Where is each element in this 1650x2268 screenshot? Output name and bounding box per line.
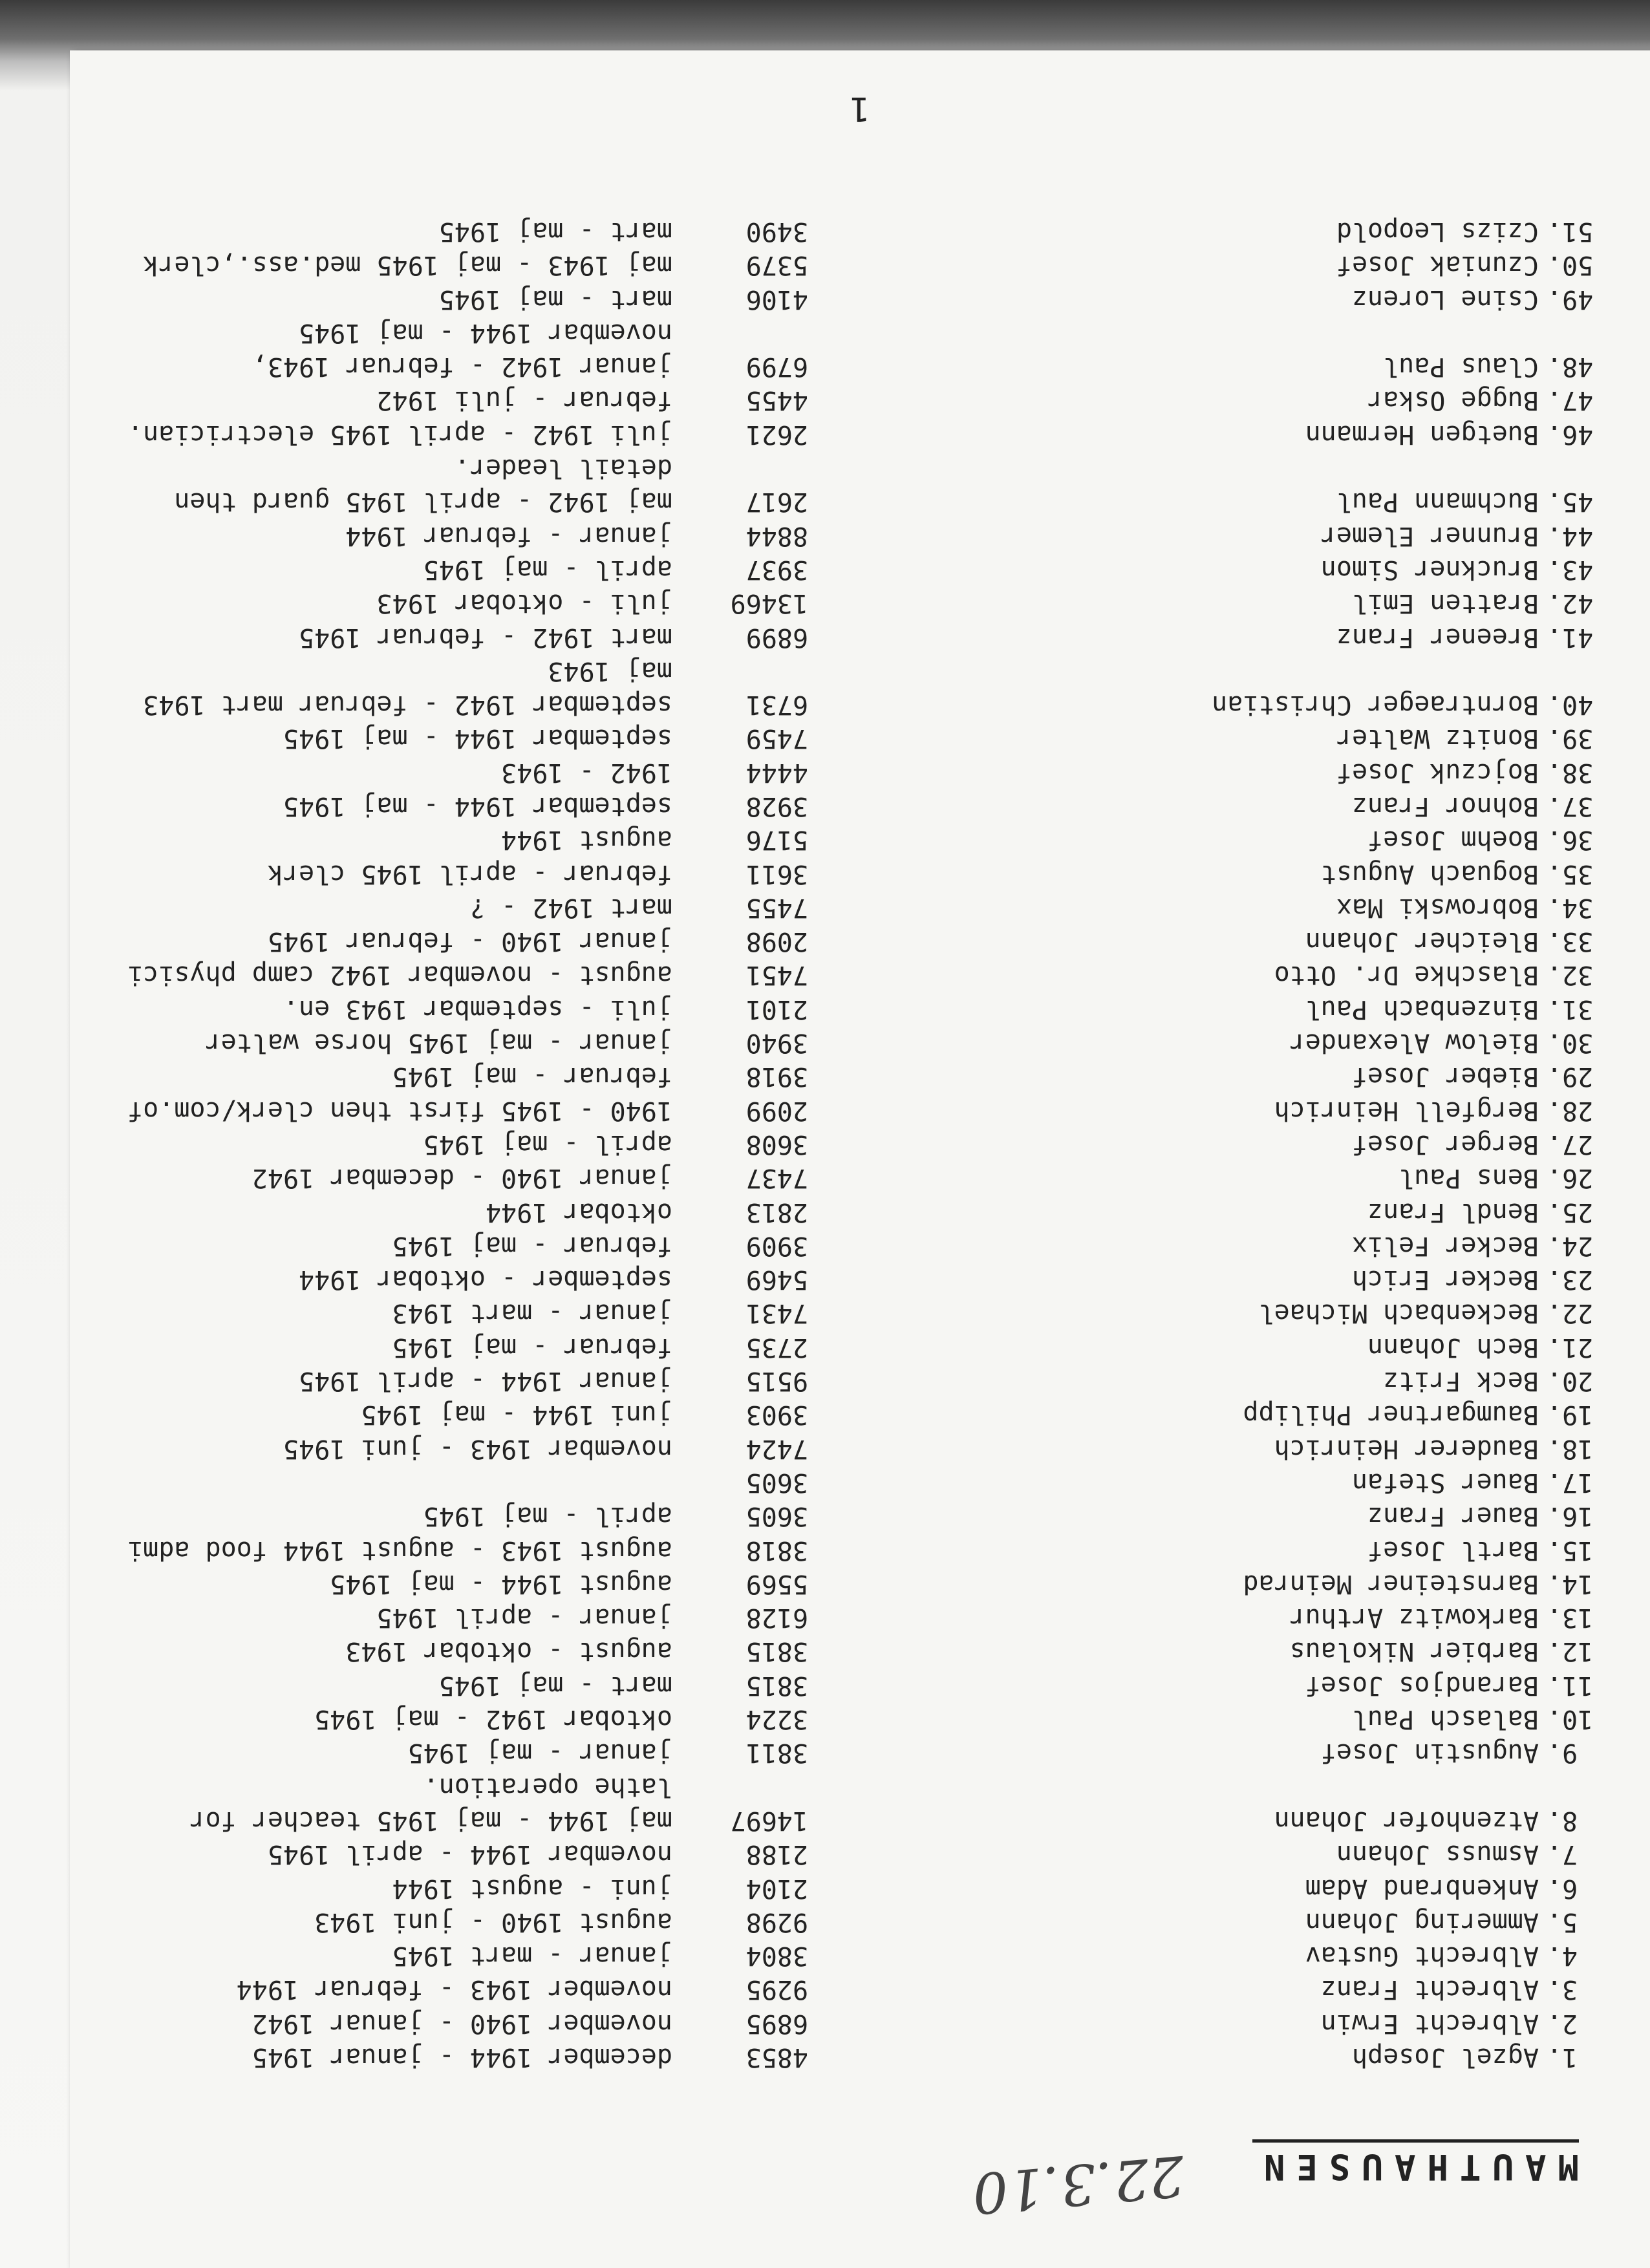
person-name: Bauderer Heinrich	[1274, 1433, 1539, 1464]
handwritten-note: 22.3.10	[970, 2142, 1187, 2226]
list-item	[79, 1973, 1605, 2006]
prisoner-number: 4106	[745, 284, 808, 314]
person-name: Buetgen Hermann	[1305, 419, 1539, 449]
service-period: septembar 1944 - maj 1945	[283, 791, 672, 822]
document-heading: MAUTHAUSEN	[1252, 2139, 1579, 2187]
prisoner-number: 5569	[745, 1568, 808, 1599]
entry-number: 48.	[1547, 352, 1594, 382]
person-name: Asmuss Johann	[1336, 1839, 1539, 1870]
person-name: Czizs Leopold	[1336, 216, 1539, 246]
person-name: Bauer Franz	[1367, 1501, 1539, 1532]
person-name: Csine Lorenz	[1352, 284, 1539, 314]
entry-number: 40.	[1547, 690, 1594, 720]
prisoner-number: 2735	[745, 1332, 808, 1362]
list-item	[79, 586, 1605, 620]
person-name: Beckenbach Michael	[1258, 1298, 1539, 1329]
entry-number: 11.	[1547, 1670, 1594, 1700]
prisoner-number: 14697	[730, 1805, 808, 1835]
service-period: august 1943 - august 1944 food admi	[127, 1535, 672, 1565]
person-name: Barnsteiner Meinrad	[1243, 1568, 1539, 1599]
entry-number: 44.	[1547, 520, 1594, 551]
person-name: Blaschke Dr. Otto	[1274, 960, 1539, 990]
list-item	[79, 1533, 1605, 1567]
entry-number: 10.	[1547, 1704, 1594, 1735]
prisoner-number: 9298	[745, 1907, 808, 1937]
person-name: Albrecht Gustav	[1305, 1941, 1539, 1971]
service-period: april - maj 1945	[423, 1501, 672, 1532]
person-name: Becker Erich	[1352, 1265, 1539, 1295]
list-item	[79, 1229, 1605, 1263]
person-name: Beck Fritz	[1383, 1366, 1539, 1396]
entry-number: 8.	[1547, 1805, 1578, 1835]
list-item	[79, 1398, 1605, 1431]
entry-number: 7.	[1547, 1839, 1578, 1870]
entry-number: 39.	[1547, 723, 1594, 754]
prisoner-number: 6799	[745, 352, 808, 382]
service-period: juli - oktobar 1943	[376, 588, 672, 619]
list-item	[79, 1736, 1605, 1770]
person-name: Bohnor Franz	[1352, 791, 1539, 822]
service-period: mart 1942 - ?	[469, 892, 672, 923]
entry-number: 2.	[1547, 2008, 1578, 2038]
prisoner-number: 7459	[745, 723, 808, 754]
person-name: Bojczuk Josef	[1336, 757, 1539, 787]
list-item	[79, 1330, 1605, 1364]
prisoner-number: 6899	[745, 622, 808, 652]
list-item	[79, 1905, 1605, 1939]
service-period: maj 1944 - maj 1945 teacher for	[189, 1805, 672, 1835]
service-period: august 1944	[501, 825, 672, 855]
entry-number: 23.	[1547, 1265, 1594, 1295]
person-name: Baumgartner Philipp	[1243, 1400, 1539, 1430]
entry-number: 30.	[1547, 1028, 1594, 1058]
prisoner-number: 2813	[745, 1197, 808, 1227]
prisoner-number: 2104	[745, 1873, 808, 1903]
list-item	[79, 1804, 1605, 1837]
service-period: mart - maj 1945	[438, 1670, 672, 1700]
entry-number: 43.	[1547, 554, 1594, 584]
entry-number: 19.	[1547, 1400, 1594, 1430]
prisoner-number: 2621	[745, 419, 808, 449]
person-name: Bugge Oskar	[1367, 385, 1539, 416]
person-name: Bruckner Simon	[1320, 554, 1539, 584]
entry-number: 18.	[1547, 1433, 1594, 1464]
entry-number: 13.	[1547, 1603, 1594, 1633]
entry-number: 24.	[1547, 1230, 1594, 1261]
service-period: december 1944 - januar 1945	[252, 2042, 672, 2072]
entry-number: 50.	[1547, 250, 1594, 281]
prisoner-number: 5379	[745, 250, 808, 281]
entry-number: 1.	[1547, 2042, 1578, 2072]
list-item	[79, 1567, 1605, 1601]
entry-number: 20.	[1547, 1366, 1594, 1396]
prisoner-number: 7455	[745, 892, 808, 923]
service-period: januar - februar 1944	[345, 520, 672, 551]
prisoner-number: 4444	[745, 757, 808, 787]
person-name: Bleicher Johann	[1305, 926, 1539, 957]
service-period: maj 1943	[548, 656, 672, 686]
list-item	[79, 1128, 1605, 1161]
service-period: mart 1942 - februar 1945	[299, 622, 672, 652]
prisoner-number: 3937	[745, 554, 808, 584]
service-period: maj 1942 - april 1945 guard then	[174, 487, 672, 517]
list-item	[79, 1364, 1605, 1398]
prisoner-number: 3815	[745, 1636, 808, 1667]
person-name: Borntraeger Christian	[1212, 690, 1539, 720]
list-item	[79, 215, 1605, 248]
service-period: januar 1940 - februar 1945	[267, 926, 672, 957]
entry-number: 6.	[1547, 1873, 1578, 1903]
list-item	[79, 1770, 1605, 1803]
entry-number: 22.	[1547, 1298, 1594, 1329]
list-item	[79, 1296, 1605, 1330]
service-period: juli 1942 - april 1945 electrician.	[127, 419, 672, 449]
service-period: august - oktobar 1943	[345, 1636, 672, 1667]
page-number: 1	[850, 89, 870, 128]
list-item	[79, 1668, 1605, 1702]
list-item	[79, 485, 1605, 519]
prisoner-number: 3811	[745, 1738, 808, 1768]
service-period: januar 1944 - april 1945	[299, 1366, 672, 1396]
entry-number: 32.	[1547, 960, 1594, 990]
prisoner-number: 3818	[745, 1535, 808, 1565]
prisoner-number: 8844	[745, 520, 808, 551]
list-item	[79, 789, 1605, 823]
entry-number: 25.	[1547, 1197, 1594, 1227]
person-name: Claus Paul	[1383, 352, 1539, 382]
list-item	[79, 451, 1605, 485]
list-item	[79, 755, 1605, 789]
entry-number: 3.	[1547, 1974, 1578, 2005]
list-item	[79, 316, 1605, 350]
service-period: februar - april 1945 clerk	[267, 859, 672, 889]
person-name: Augustin Josef	[1320, 1738, 1539, 1768]
person-name: Boguach August	[1320, 859, 1539, 889]
service-period: august - novembar 1942 camp physici	[127, 960, 672, 990]
person-name: Bech Johann	[1367, 1332, 1539, 1362]
list-item	[79, 1263, 1605, 1296]
service-period: februar - juli 1942	[376, 385, 672, 416]
list-item	[79, 1431, 1605, 1465]
prisoner-number: 7437	[745, 1163, 808, 1193]
prisoner-number: 3928	[745, 791, 808, 822]
list-item	[79, 823, 1605, 857]
entry-number: 21.	[1547, 1332, 1594, 1362]
entry-number: 36.	[1547, 825, 1594, 855]
list-item	[79, 1601, 1605, 1634]
list-item	[79, 688, 1605, 722]
service-period: februar - maj 1945	[392, 1230, 672, 1261]
entry-number: 17.	[1547, 1467, 1594, 1497]
entry-number: 51.	[1547, 216, 1594, 246]
entry-number: 28.	[1547, 1095, 1594, 1126]
service-period: septembar 1942 - februar mart 1943	[143, 690, 672, 720]
entry-number: 35.	[1547, 859, 1594, 889]
prisoner-number: 5469	[745, 1265, 808, 1295]
prisoner-number: 9515	[745, 1366, 808, 1396]
entry-number: 14.	[1547, 1568, 1594, 1599]
service-period: januar 1942 - februar 1943,	[252, 352, 672, 382]
person-name: Bobrowski Max	[1336, 892, 1539, 923]
prisoner-number: 3903	[745, 1400, 808, 1430]
prisoner-number: 6731	[745, 690, 808, 720]
service-period: novembar 1944 - maj 1945	[299, 317, 672, 348]
prisoner-number: 2098	[745, 926, 808, 957]
list-item	[79, 1702, 1605, 1736]
service-period: august 1940 - juni 1943	[314, 1907, 672, 1937]
person-name: Ankenbrand Adam	[1305, 1873, 1539, 1903]
prisoner-number: 6895	[745, 2008, 808, 2038]
person-name: Bens Paul	[1398, 1163, 1539, 1193]
person-name: Breener Franz	[1336, 622, 1539, 652]
prisoner-number: 3224	[745, 1704, 808, 1735]
service-period: maj 1943 - maj 1945 med.ass.,clerk	[143, 250, 672, 281]
person-name: Barkowitz Arthur	[1289, 1603, 1539, 1633]
entry-number: 33.	[1547, 926, 1594, 957]
list-item	[79, 1466, 1605, 1499]
roster-list	[79, 215, 1605, 2074]
person-name: Bartl Josef	[1367, 1535, 1539, 1565]
entry-number: 34.	[1547, 892, 1594, 923]
list-item	[79, 620, 1605, 654]
entry-number: 31.	[1547, 994, 1594, 1024]
service-period: januar - april 1945	[376, 1603, 672, 1633]
list-item	[79, 1634, 1605, 1668]
list-item	[79, 1026, 1605, 1060]
service-period: septembar 1944 - maj 1945	[283, 723, 672, 754]
service-period: november 1943 - februar 1944	[236, 1974, 672, 2005]
person-name: Ammering Johann	[1305, 1907, 1539, 1937]
service-period: 1940 - 1945 first then clerk/com.of	[127, 1095, 672, 1126]
list-item	[79, 891, 1605, 925]
prisoner-number: 7431	[745, 1298, 808, 1329]
service-period: lathe operation.	[423, 1771, 672, 1802]
list-item	[79, 519, 1605, 552]
service-period: januar - maj 1945 horse walter	[205, 1028, 672, 1058]
prisoner-number: 3605	[745, 1467, 808, 1497]
service-period: august 1944 - maj 1945	[330, 1568, 672, 1599]
list-item	[79, 383, 1605, 417]
list-item	[79, 1939, 1605, 1973]
person-name: Albrecht Franz	[1320, 1974, 1539, 2005]
list-item	[79, 1195, 1605, 1228]
document-page	[70, 50, 1650, 2268]
service-period: januar - mart 1943	[392, 1298, 672, 1329]
list-item	[79, 992, 1605, 1026]
entry-number: 9.	[1547, 1738, 1578, 1768]
prisoner-number: 9295	[745, 1974, 808, 2005]
list-item	[79, 654, 1605, 688]
person-name: Brunner Elemer	[1320, 520, 1539, 551]
person-name: Bergfell Heinrich	[1274, 1095, 1539, 1126]
service-period: mart - maj 1945	[438, 284, 672, 314]
list-item	[79, 1060, 1605, 1093]
person-name: Becker Felix	[1352, 1230, 1539, 1261]
prisoner-number: 2099	[745, 1095, 808, 1126]
prisoner-number: 3490	[745, 216, 808, 246]
entry-number: 47.	[1547, 385, 1594, 416]
service-period: januar - maj 1945	[407, 1738, 672, 1768]
prisoner-number: 3608	[745, 1129, 808, 1159]
person-name: Bonitz Walter	[1336, 723, 1539, 754]
service-period: juni 1944 - maj 1945	[361, 1400, 672, 1430]
entry-number: 37.	[1547, 791, 1594, 822]
person-name: Agzel Joseph	[1352, 2042, 1539, 2072]
list-item	[79, 350, 1605, 383]
list-item	[79, 925, 1605, 958]
service-period: mart - maj 1945	[438, 216, 672, 246]
prisoner-number: 2101	[745, 994, 808, 1024]
service-period: januar - mart 1945	[392, 1941, 672, 1971]
service-period: juli - septembar 1943 en.	[283, 994, 672, 1024]
person-name: Barandjos Josef	[1305, 1670, 1539, 1700]
list-item	[79, 553, 1605, 586]
entry-number: 29.	[1547, 1062, 1594, 1092]
service-period: september - oktobar 1944	[299, 1265, 672, 1295]
service-period: novembar 1943 - juni 1945	[283, 1433, 672, 1464]
list-item	[79, 1161, 1605, 1195]
person-name: Bendl Franz	[1367, 1197, 1539, 1227]
service-period: februar - maj 1945	[392, 1332, 672, 1362]
entry-number: 5.	[1547, 1907, 1578, 1937]
person-name: Atzenhofer Johann	[1274, 1805, 1539, 1835]
list-item	[79, 2006, 1605, 2040]
person-name: Bielow Alexander	[1289, 1028, 1539, 1058]
person-name: Balasch Paul	[1352, 1704, 1539, 1735]
prisoner-number: 2617	[745, 487, 808, 517]
list-item	[79, 958, 1605, 992]
list-item	[79, 1837, 1605, 1871]
list-item	[79, 1093, 1605, 1127]
service-period: november 1940 - januar 1942	[252, 2008, 672, 2038]
person-name: Buchmann Paul	[1336, 487, 1539, 517]
person-name: Binzenbach Paul	[1305, 994, 1539, 1024]
prisoner-number: 13469	[730, 588, 808, 619]
prisoner-number: 4853	[745, 2042, 808, 2072]
entry-number: 45.	[1547, 487, 1594, 517]
service-period: juni - august 1944	[392, 1873, 672, 1903]
person-name: Berger Josef	[1352, 1129, 1539, 1159]
entry-number: 42.	[1547, 588, 1594, 619]
prisoner-number: 4455	[745, 385, 808, 416]
prisoner-number: 3909	[745, 1230, 808, 1261]
prisoner-number: 2188	[745, 1839, 808, 1870]
entry-number: 16.	[1547, 1501, 1594, 1532]
entry-number: 4.	[1547, 1941, 1578, 1971]
service-period: januar 1940 - decembar 1942	[252, 1163, 672, 1193]
list-item	[79, 1871, 1605, 1905]
person-name: Albrecht Erwin	[1320, 2008, 1539, 2038]
service-period: detail leader.	[454, 453, 672, 484]
person-name: Bauer Stefan	[1352, 1467, 1539, 1497]
list-item	[79, 282, 1605, 316]
service-period: oktobar 1942 - maj 1945	[314, 1704, 672, 1735]
prisoner-number: 3605	[745, 1501, 808, 1532]
service-period: februar - maj 1945	[392, 1062, 672, 1092]
service-period: oktobar 1944	[486, 1197, 672, 1227]
list-item	[79, 857, 1605, 890]
entry-number: 46.	[1547, 419, 1594, 449]
service-period: april - maj 1945	[423, 554, 672, 584]
list-item	[79, 417, 1605, 451]
service-period: 1942 - 1943	[501, 757, 672, 787]
prisoner-number: 3815	[745, 1670, 808, 1700]
service-period: novembar 1944 - april 1945	[267, 1839, 672, 1870]
prisoner-number: 7451	[745, 960, 808, 990]
prisoner-number: 3804	[745, 1941, 808, 1971]
list-item	[79, 248, 1605, 282]
entry-number: 38.	[1547, 757, 1594, 787]
entry-number: 12.	[1547, 1636, 1594, 1667]
prisoner-number: 6128	[745, 1603, 808, 1633]
prisoner-number: 3940	[745, 1028, 808, 1058]
entry-number: 49.	[1547, 284, 1594, 314]
list-item	[79, 1499, 1605, 1533]
prisoner-number: 3918	[745, 1062, 808, 1092]
person-name: Barbier Nikolaus	[1289, 1636, 1539, 1667]
person-name: Czuniak Josef	[1336, 250, 1539, 281]
prisoner-number: 7424	[745, 1433, 808, 1464]
prisoner-number: 3611	[745, 859, 808, 889]
person-name: Boehm Josef	[1367, 825, 1539, 855]
list-item	[79, 2040, 1605, 2074]
person-name: Bieber Josef	[1352, 1062, 1539, 1092]
service-period: april - maj 1945	[423, 1129, 672, 1159]
list-item	[79, 722, 1605, 755]
entry-number: 15.	[1547, 1535, 1594, 1565]
prisoner-number: 5176	[745, 825, 808, 855]
entry-number: 41.	[1547, 622, 1594, 652]
entry-number: 27.	[1547, 1129, 1594, 1159]
entry-number: 26.	[1547, 1163, 1594, 1193]
person-name: Bratten Emil	[1352, 588, 1539, 619]
